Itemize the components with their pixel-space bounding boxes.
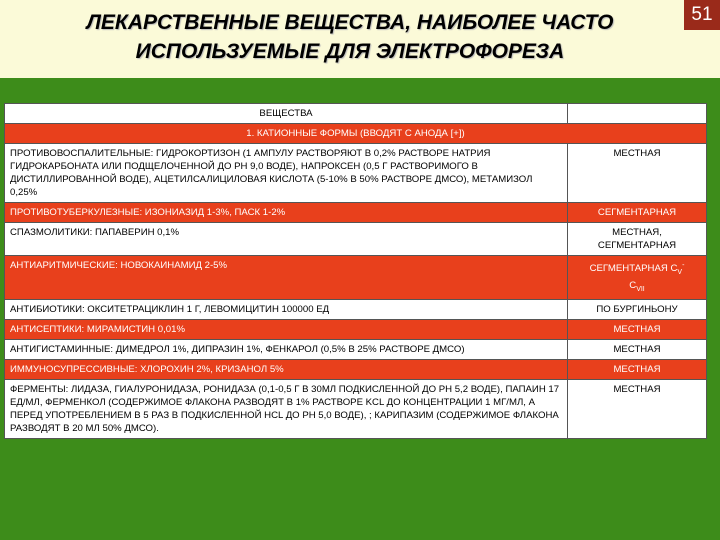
method-subscript: V bbox=[677, 269, 683, 277]
method-cell: МЕСТНАЯ bbox=[568, 360, 707, 380]
table-row bbox=[5, 320, 707, 340]
table-row bbox=[5, 380, 707, 439]
method-cell: МЕСТНАЯ, СЕГМЕНТАРНАЯ bbox=[568, 223, 707, 256]
table-header-row bbox=[5, 104, 707, 124]
header-substances: ВЕЩЕСТВА bbox=[5, 104, 568, 124]
title-bar bbox=[0, 0, 720, 78]
method-cell: СЕГМЕНТАРНАЯ bbox=[568, 203, 707, 223]
header-empty bbox=[568, 104, 707, 124]
title-line-2: ИСПОЛЬЗУЕМЫЕ ДЛЯ ЭЛЕКТРОФОРЕЗА bbox=[135, 40, 565, 63]
title-line-1: ЛЕКАРСТВЕННЫЕ ВЕЩЕСТВА, НАИБОЛЕЕ ЧАСТО bbox=[86, 11, 614, 34]
substance-cell: СПАЗМОЛИТИКИ: ПАПАВЕРИН 0,1% bbox=[5, 223, 568, 256]
substance-cell: ПРОТИВОВОСПАЛИТЕЛЬНЫЕ: ГИДРОКОРТИЗОН (1 АМПУЛУ РАСТВОРЯЮТ В 0,2% РАСТВОРЕ НАТРИЯ ГИДРОКАРБОНАТА ИЛИ ПОДЩЕЛОЧЕННОЙ ДО PH 9,0 ВОДЕ), НАПРОКСЕН (0,5 Г РАСТВОРИМОГО В ДИСТИЛЛИРОВАННОЙ ВОДЕ), АЦЕТИЛСАЛИЦИЛОВАЯ КИСЛОТА (5-10% В 50% РАСТВОРЕ ДМСО), МЕТАМИЗОЛ 0,25% bbox=[5, 144, 568, 203]
substance-cell: АНТИГИСТАМИННЫЕ: ДИМЕДРОЛ 1%, ДИПРАЗИН 1%, ФЕНКАРОЛ (0,5% В 25% РАСТВОРЕ ДМСО) bbox=[5, 340, 568, 360]
table-row bbox=[5, 144, 707, 203]
method-cell: МЕСТНАЯ bbox=[568, 144, 707, 203]
table-row bbox=[5, 203, 707, 223]
substance-cell: АНТИАРИТМИЧЕСКИЕ: НОВОКАИНАМИД 2-5% bbox=[5, 256, 568, 300]
method-cell: ПО БУРГИНЬОНУ bbox=[568, 300, 707, 320]
substance-cell: ПРОТИВОТУБЕРКУЛЕЗНЫЕ: ИЗОНИАЗИД 1-3%, ПАСК 1-2% bbox=[5, 203, 568, 223]
substance-cell: ИММУНОСУПРЕССИВНЫЕ: ХЛОРОХИН 2%, КРИЗАНОЛ 5% bbox=[5, 360, 568, 380]
substance-cell: ФЕРМЕНТЫ: ЛИДАЗА, ГИАЛУРОНИДАЗА, РОНИДАЗА (0,1-0,5 Г В 30МЛ ПОДКИСЛЕННОЙ ДО PH 5,2 ВОДЕ), ПАПАИН 17 ЕД/МЛ, ФЕРМЕНКОЛ (СОДЕРЖИМОЕ ФЛАКОНА РАЗВОДЯТ В 1% РАСТВОРЕ KCL ДО КОНЦЕНТРАЦИИ 1 МГ/МЛ, А ПЕРЕД УПОТРЕБЛЕНИЕМ В 5 РАЗ В ПОДКИСЛЕННОЙ HCL ДО PH 5,0 ВОДЕ), ; КАРИПАЗИМ (СОДЕРЖИМОЕ ФЛАКОНА РАЗВОДЯТ В 20 МЛ 50% ДМСО). bbox=[5, 380, 568, 439]
table-row bbox=[5, 223, 707, 256]
method-cell: МЕСТНАЯ bbox=[568, 320, 707, 340]
table-row bbox=[5, 300, 707, 320]
method-cell: МЕСТНАЯ bbox=[568, 340, 707, 360]
section-title: 1. КАТИОННЫЕ ФОРМЫ (ВВОДЯТ С АНОДА [+]) bbox=[5, 124, 707, 144]
method-superscript: - bbox=[682, 262, 685, 269]
substance-cell: АНТИСЕПТИКИ: МИРАМИСТИН 0,01% bbox=[5, 320, 568, 340]
table-row bbox=[5, 340, 707, 360]
slide-number: 51 bbox=[684, 0, 720, 30]
substance-cell: АНТИБИОТИКИ: ОКСИТЕТРАЦИКЛИН 1 Г, ЛЕВОМИЦИТИН 100000 ЕД bbox=[5, 300, 568, 320]
method-subscript: VII bbox=[636, 286, 645, 293]
section-row bbox=[5, 124, 707, 144]
table-row bbox=[5, 360, 707, 380]
method-text: СЕГМЕНТАРНАЯ C bbox=[589, 263, 678, 275]
method-text-line2: C bbox=[629, 280, 637, 292]
method-cell bbox=[568, 256, 707, 300]
table-row bbox=[5, 256, 707, 300]
drugs-table bbox=[4, 103, 707, 439]
method-cell: МЕСТНАЯ bbox=[568, 380, 707, 439]
slide-title bbox=[20, 8, 680, 66]
